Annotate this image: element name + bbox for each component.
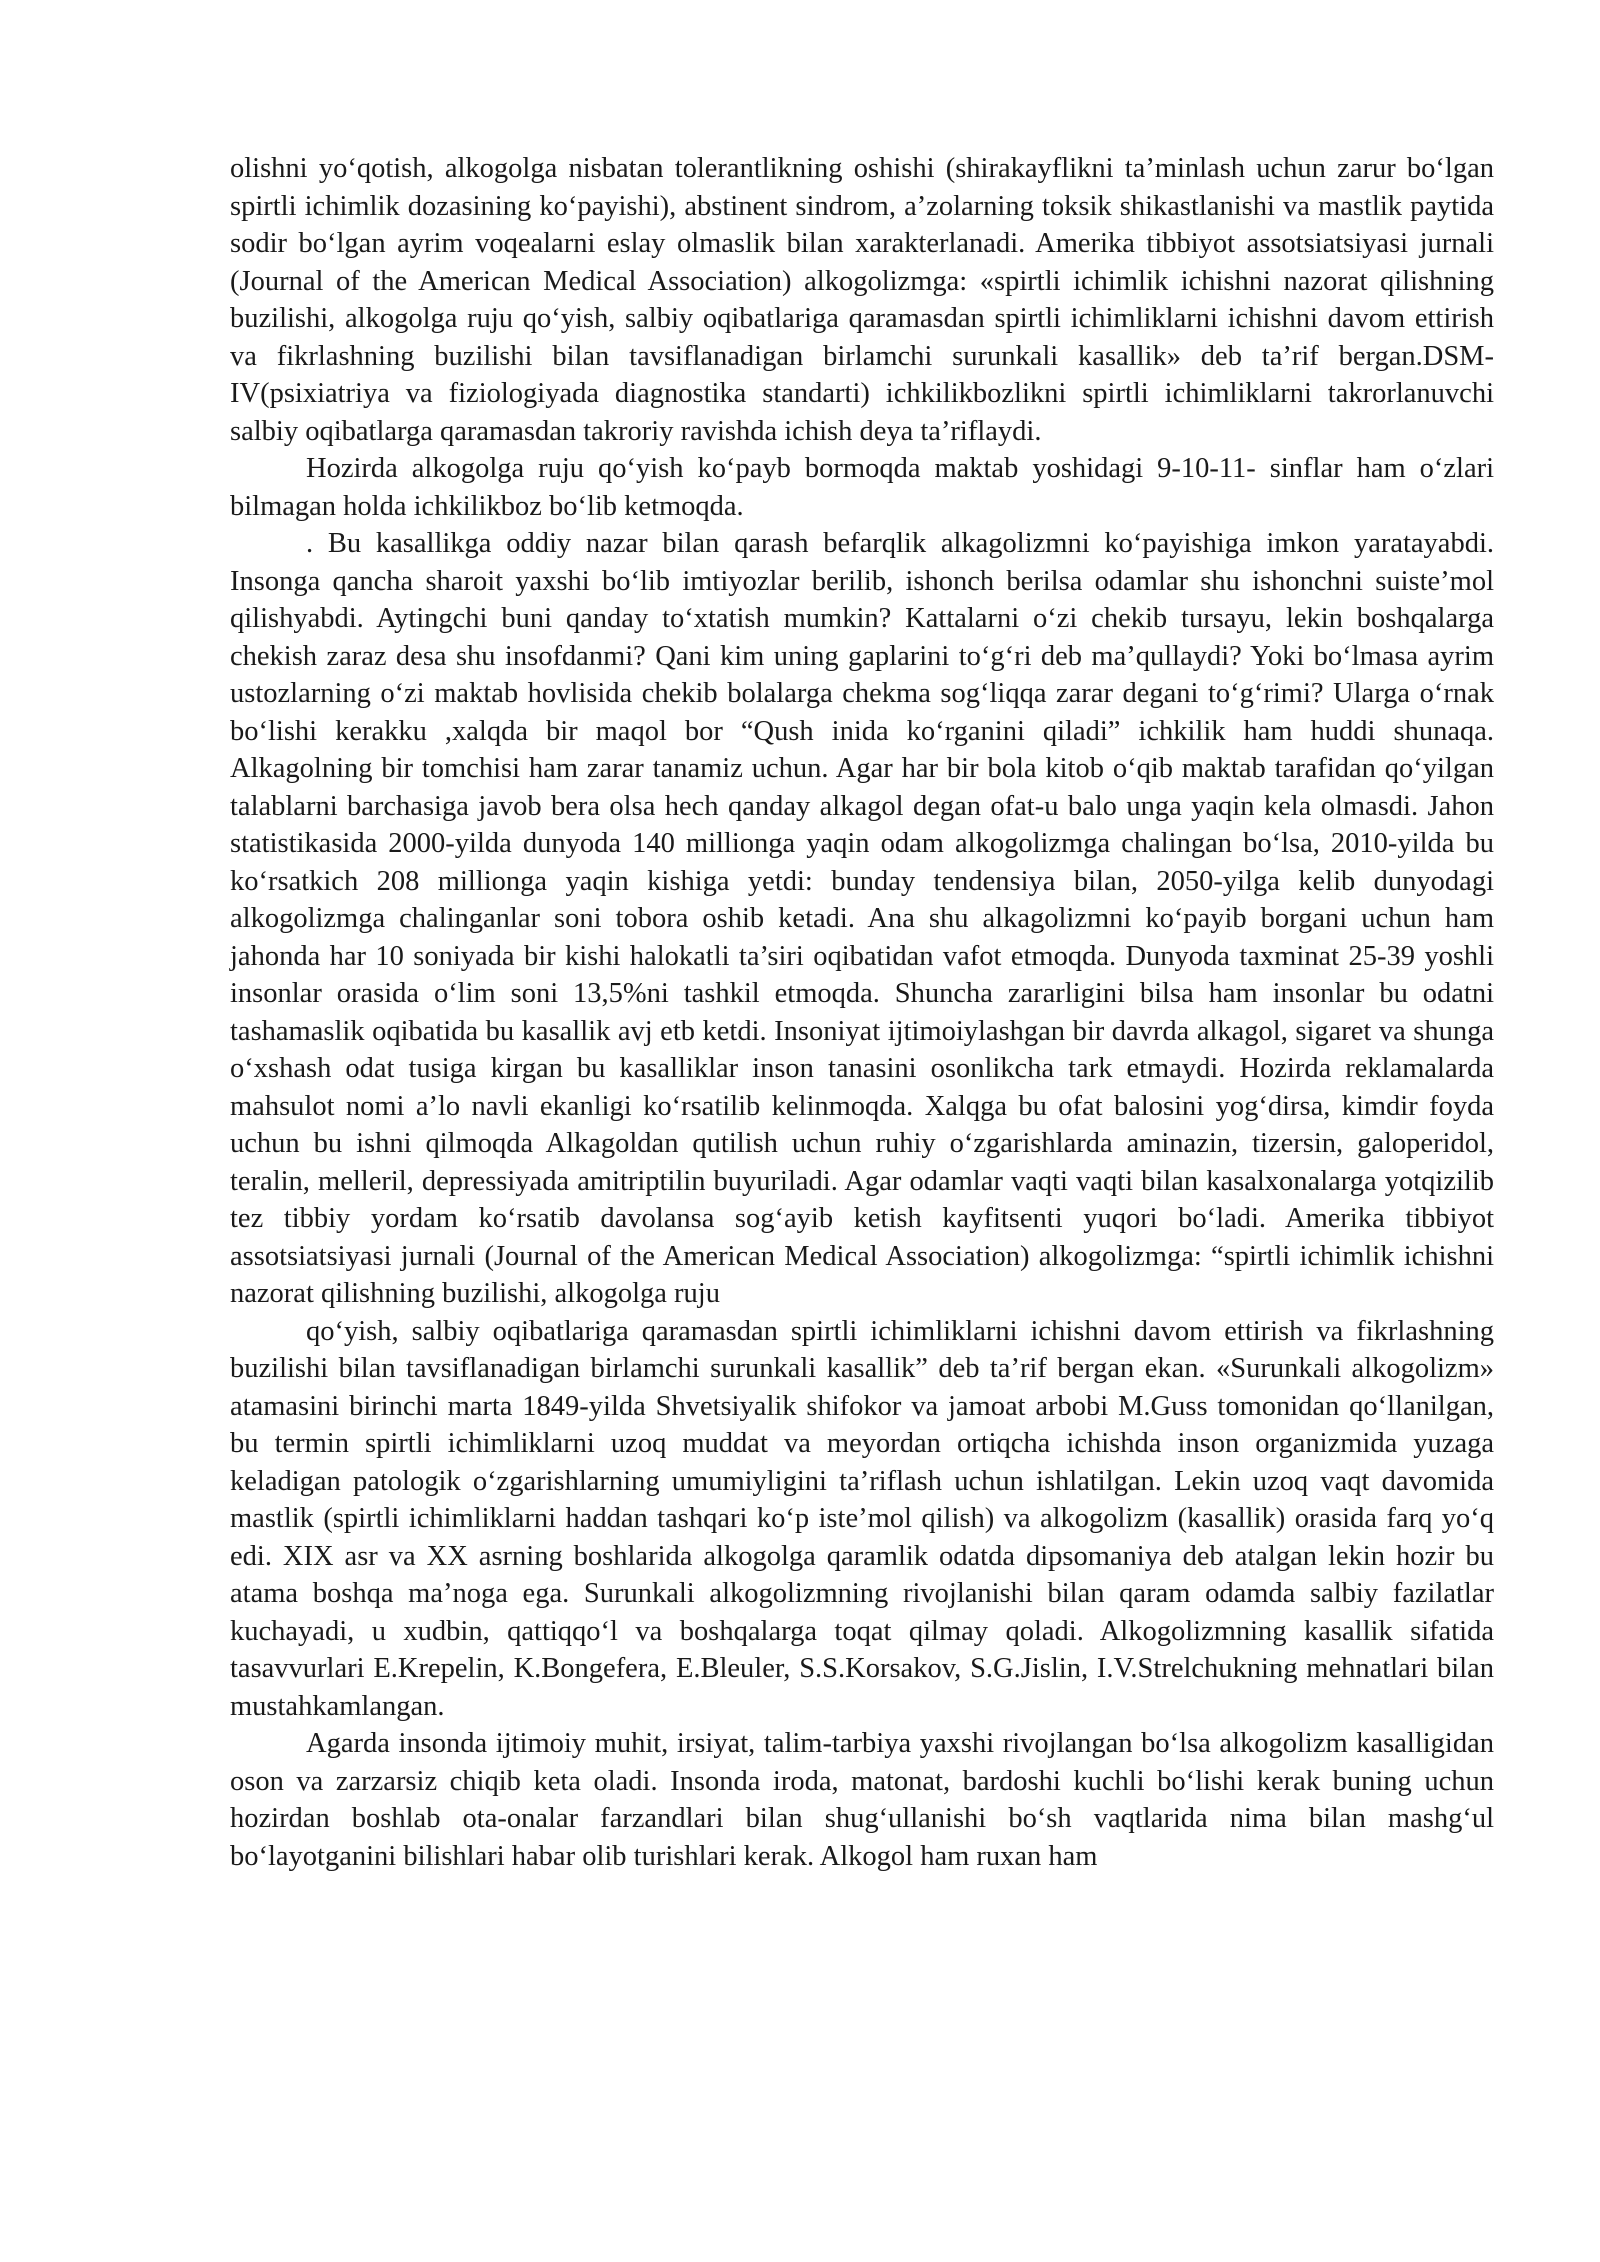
paragraph: Hozirda alkogolga ruju qo‘yish ko‘payb bormoqda maktab yoshidagi 9-10-11- sinflar ham o‘zlari bilmagan holda ichkilikboz bo‘lib ketmoqda.: [230, 453, 1494, 522]
paragraph: . Bu kasallikga oddiy nazar bilan qarash befarqlik alkagolizmni ko‘payishiga imkon yaratayabdi. Insonga qancha sharoit yaxshi bo‘lib imtiyozlar berilib, ishonch berilsa odamlar shu ishonchni suiste’mol qilishyabdi. Aytingchi buni qanday to‘xtatish mumkin? Kattalarni o‘zi chekib tursayu, lekin boshqalarga chekish zaraz desa shu insofdanmi? Qani kim uning gaplarini to‘g‘ri deb ma’qullaydi? Yoki bo‘lmasa ayrim ustozlarning o‘zi maktab hovlisida chekib bolalarga chekma sog‘liqqa zarar degani to‘g‘rimi? Ularga o‘rnak bo‘lishi kerakku ,xalqda bir maqol bor “Qush inida ko‘rganini qiladi” ichkilik ham huddi shunaqa. Alkagolning bir tomchisi ham zarar tanamiz uchun. Agar har bir bola kitob o‘qib maktab tarafidan qo‘yilgan talablarni barchasiga javob bera olsa hech qanday alkagol degan ofat-u balo unga yaqin kela olmasdi. Jahon statistikasida 2000-yilda dunyoda 140 millionga yaqin odam alkogolizmga chalingan bo‘lsa, 2010-yilda bu ko‘rsatkich 208 millionga yaqin kishiga yetdi: bunday tendensiya bilan, 2050-yilga kelib dunyodagi alkogolizmga chalinganlar soni tobora oshib ketadi. Ana shu alkagolizmni ko‘payib borgani uchun ham jahonda har 10 soniyada bir kishi halokatli ta’siri oqibatidan vafot etmoqda. Dunyoda taxminat 25-39 yoshli insonlar orasida o‘lim soni 13,5%ni tashkil etmoqda. Shuncha zararligini bilsa ham insonlar bu odatni tashamaslik oqibatida bu kasallik avj etb ketdi. Insoniyat ijtimoiylashgan bir davrda alkagol, sigaret va shunga o‘xshash odat tusiga kirgan bu kasalliklar inson tanasini osonlikcha tark etmaydi. Hozirda reklamalarda mahsulot nomi a’lo navli ekanligi ko‘rsatilib kelinmoqda. Xalqga bu ofat balosini yog‘dirsa, kimdir foyda uchun bu ishni qilmoqda Alkagoldan qutilish uchun ruhiy o‘zgarishlarda aminazin, tizersin, galoperidol, teralin, melleril, depressiyada amitriptilin buyuriladi. Agar odamlar vaqti vaqti bilan kasalxonalarga yotqizilib tez tibbiy yordam ko‘rsatib davolansa sog‘ayib ketish kayfitsenti yuqori bo‘ladi. Amerika tibbiyot assotsiatsiyasi jurnali (Journal of the American Medical Association) alkogolizmga: “spirtli ichimlik ichishni nazorat qilishning buzilishi, alkogolga ruju: [230, 528, 1494, 1309]
paragraph: olishni yo‘qotish, alkogolga nisbatan tolerantlikning oshishi (shirakayflikni ta’minlash uchun zarur bo‘lgan spirtli ichimlik dozasining ko‘payishi), abstinent sindrom, a’zolarning toksik shikastlanishi va mastlik paytida sodir bo‘lgan ayrim voqealarni eslay olmaslik bilan xarakterlanadi. Amerika tibbiyot assotsiatsiyasi jurnali (Journal of the American Medical Association) alkogolizmga: «spirtli ichimlik ichishni nazorat qilishning buzilishi, alkogolga ruju qo‘yish, salbiy oqibatlariga qaramasdan spirtli ichimliklarni ichishni davom ettirish va fikrlashning buzilishi bilan tavsiflanadigan birlamchi surunkali kasallik» deb ta’rif bergan.DSM-IV(psixiatriya va fiziologiyada diagnostika standarti) ichkilikbozlikni spirtli ichimliklarni takrorlanuvchi salbiy oqibatlarga qaramasdan takroriy ravishda ichish deya ta’riflaydi.: [230, 153, 1494, 447]
paragraph: qo‘yish, salbiy oqibatlariga qaramasdan spirtli ichimliklarni ichishni davom ettirish va fikrlashning buzilishi bilan tavsiflanadigan birlamchi surunkali kasallik” deb ta’rif bergan ekan. «Surunkali alkogolizm» atamasini birinchi marta 1849-yilda Shvetsiyalik shifokor va jamoat arbobi M.Guss tomonidan qo‘llanilgan, bu termin spirtli ichimliklarni uzoq muddat va meyordan ortiqcha ichishda inson organizmida yuzaga keladigan patologik o‘zgarishlarning umumiyligini ta’riflash uchun ishlatilgan. Lekin uzoq vaqt davomida mastlik (spirtli ichimliklarni haddan tashqari ko‘p iste’mol qilish) va alkogolizm (kasallik) orasida farq yo‘q edi. XIX asr va XX asrning boshlarida alkogolga qaramlik odatda dipsomaniya deb atalgan lekin hozir bu atama boshqa ma’noga ega. Surunkali alkogolizmning rivojlanishi bilan qaram odamda salbiy fazilatlar kuchayadi, u xudbin, qattiqqo‘l va boshqalarga toqat qilmay qoladi. Alkogolizmning kasallik sifatida tasavvurlari E.Krepelin, K.Bongefera, E.Bleuler, S.S.Korsakov, S.G.Jislin, I.V.Strelchukning mehnatlari bilan mustahkamlangan.: [230, 1315, 1494, 1722]
paragraph: Agarda insonda ijtimoiy muhit, irsiyat, talim-tarbiya yaxshi rivojlangan bo‘lsa alkogolizm kasalligidan oson va zarzarsiz chiqib keta oladi. Insonda iroda, matonat, bardoshi kuchli bo‘lishi kerak buning uchun hozirdan boshlab ota-onalar farzandlari bilan shug‘ullanishi bo‘sh vaqtlarida nima bilan mashg‘ul bo‘layotganini bilishlari habar olib turishlari kerak. Alkogol ham ruxan ham: [230, 1728, 1494, 1872]
document-page: [230, 150, 1494, 1875]
